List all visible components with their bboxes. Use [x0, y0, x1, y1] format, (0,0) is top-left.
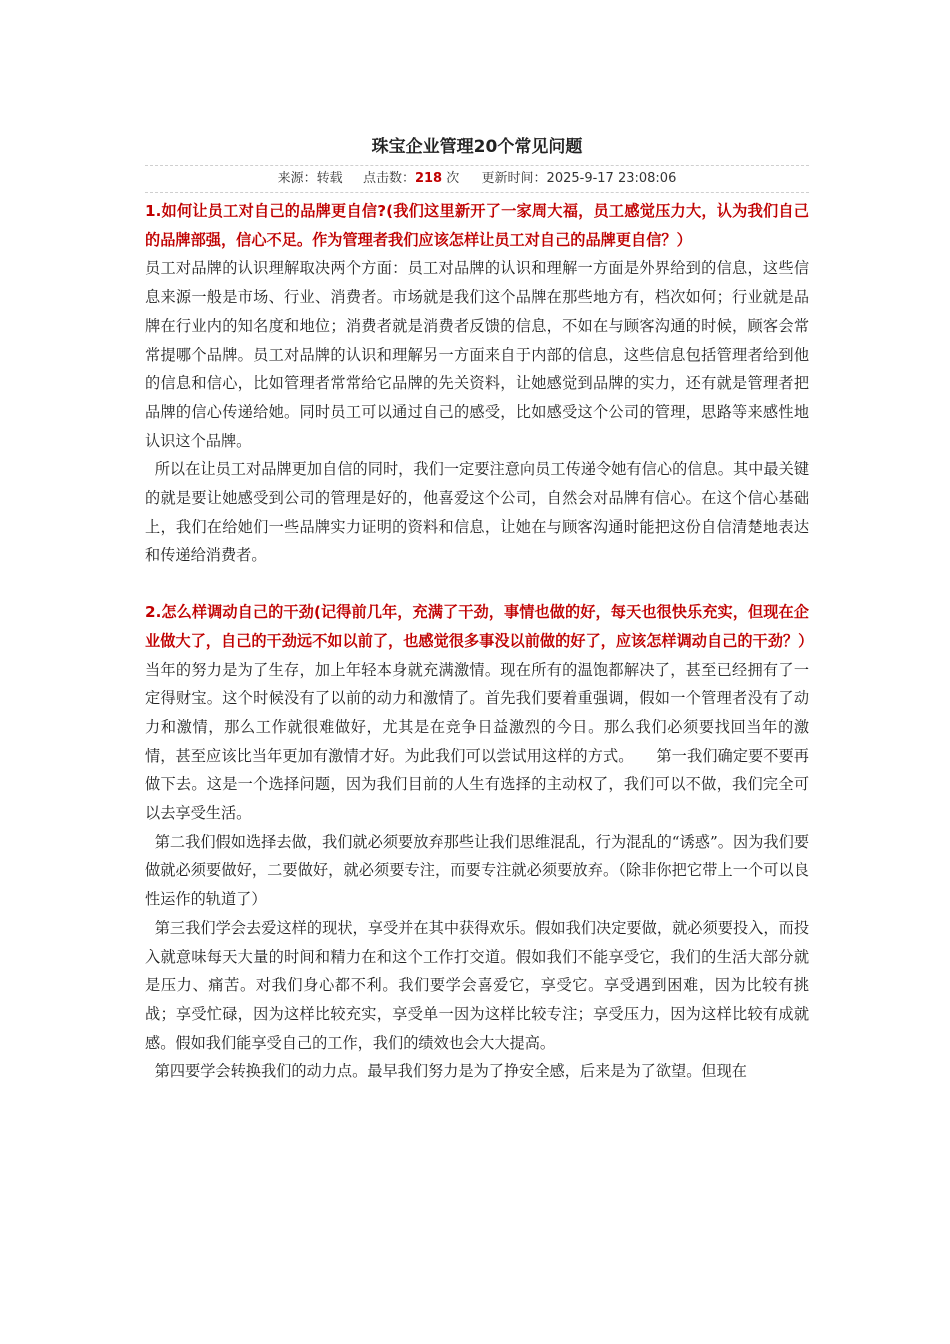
- updated-label: 更新时间：: [481, 171, 547, 186]
- section-2: [145, 598, 814, 1086]
- answer-1-paragraph-1: 员工对品牌的认识理解取决两个方面：员工对品牌的认识和理解一方面是外界给到的信息，这些信息来源一般是市场、行业、消费者。市场就是我们这个品牌在那些地方有，档次如何；行业就是品牌在行业内的知名度和地位；消费者就是消费者反馈的信息，不如在与顾客沟通的时候，顾客会常常提哪个品牌。员工对品牌的认识和理解另一方面来自于内部的信息，这些信息包括管理者给到他的信息和信心，比如管理者常常给它品牌的先关资料，让她感觉到品牌的实力，还有就是管理者把品牌的信心传递给她。同时员工可以通过自己的感受，比如感受这个公司的管理，思路等来感性地认识这个品牌。: [145, 259, 809, 450]
- question-1: 1.如何让员工对自己的品牌更自信?(我们这里新开了一家周大福，员工感觉压力大，认为我们自己的品牌部强，信心不足。作为管理者我们应该怎样让员工对自己的品牌更自信？）: [145, 202, 809, 249]
- meta-divider: [145, 192, 809, 193]
- clicks-label: 点击数：: [362, 171, 415, 186]
- click-count: 218: [414, 171, 443, 186]
- article-meta: [145, 166, 809, 192]
- answer-2-paragraph-1: 当年的努力是为了生存，加上年轻本身就充满激情。现在所有的温饱都解决了，甚至已经拥有了一定得财宝。这个时候没有了以前的动力和激情了。首先我们要着重强调，假如一个管理者没有了动力和激情，那么工作就很难做好，尤其是在竞争日益激烈的今日。那么我们必须要找回当年的激情，甚至应该比当年更加有激情才好。为此我们可以尝试用这样的方式。 第一我们确定要不要再做下去。这是一个选择问题，因为我们目前的人生有选择的主动权了，我们可以不做，我们完全可以去享受生活。: [145, 660, 809, 823]
- article-title: 珠宝企业管理20个常见问题: [371, 137, 583, 157]
- question-2: 2.怎么样调动自己的干劲(记得前几年，充满了干劲，事情也做的好，每天也很快乐充实，但现在企业做大了，自己的干劲远不如以前了，也感觉很多事没以前做的好了，应该怎样调动自己的干劲？）: [145, 603, 814, 650]
- article: [145, 133, 814, 1086]
- answer-2-paragraph-2: 第二我们假如选择去做，我们就必须要放弃那些让我们思维混乱，行为混乱的“诱惑”。因为我们要做就必须要做好，二要做好，就必须要专注，而要专注就必须要放弃。（除非你把它带上一个可以良性运作的轨道了）: [145, 832, 810, 909]
- source-value: 转载: [316, 171, 343, 186]
- answer-2-paragraph-3: 第三我们学会去爱这样的现状，享受并在其中获得欢乐。假如我们决定要做，就必须要投入，而投入就意味每天大量的时间和精力在和这个工作打交道。假如我们不能享受它，我们的生活大部分就是压力、痛苦。对我们身心都不利。我们要学会喜爱它，享受它。享受遇到困难，因为比较有挑战；享受忙碌，因为这样比较充实，享受单一因为这样比较专注；享受压力，因为这样比较有成就感。假如我们能享受自己的工作，我们的绩效也会大大提高。: [145, 918, 810, 1052]
- clicks-unit: 次: [442, 171, 460, 186]
- answer-1-paragraph-2: 所以在让员工对品牌更加自信的同时，我们一定要注意向员工传递令她有信心的信息。其中最关键的就是要让她感受到公司的管理是好的，他喜爱这个公司，自然会对品牌有信心。在这个信心基础上，我们在给她们一些品牌实力证明的资料和信息，让她在与顾客沟通时能把这份自信清楚地表达和传递给消费者。: [145, 460, 810, 565]
- source-label: 来源：: [277, 171, 317, 186]
- updated-value: 2025-9-17 23:08:06: [546, 171, 677, 186]
- section-1: [145, 197, 809, 570]
- answer-2-paragraph-4: 第四要学会转换我们的动力点。最早我们努力是为了挣安全感，后来是为了欲望。但现在: [145, 1062, 747, 1081]
